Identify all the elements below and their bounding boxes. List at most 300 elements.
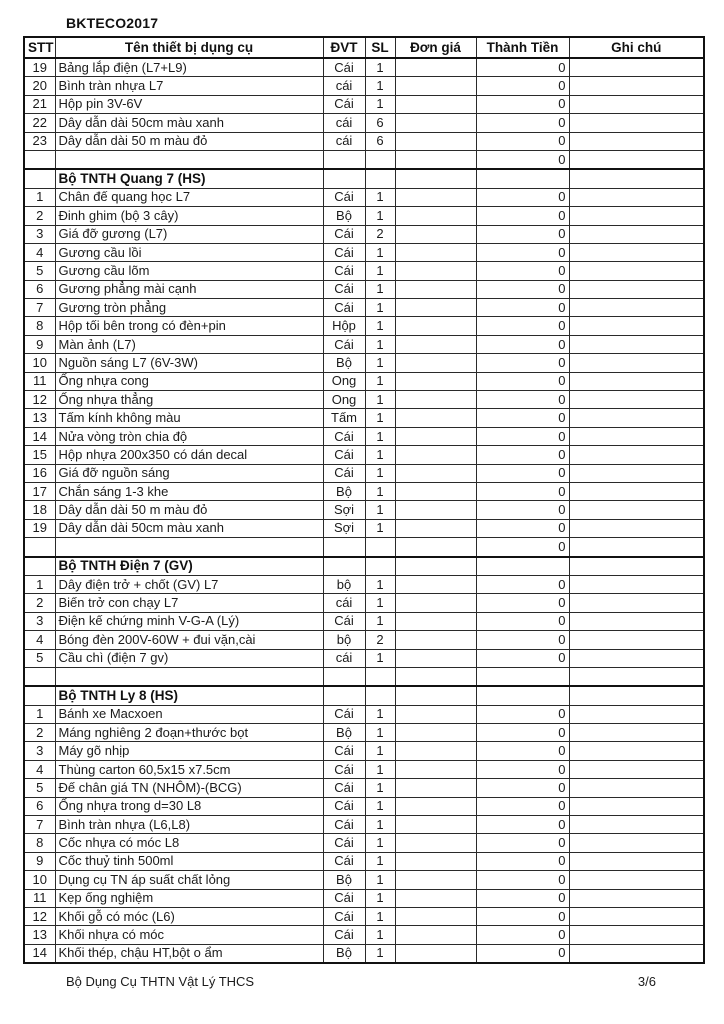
- section-row: [24, 686, 704, 705]
- cell-ghi_chu: [569, 409, 704, 427]
- cell-dvt: Sợi: [323, 501, 365, 519]
- cell-don_gia: [395, 169, 476, 188]
- cell-ghi_chu: [569, 779, 704, 797]
- cell-ghi_chu: [569, 95, 704, 113]
- cell-thanh_tien: 0: [476, 150, 569, 169]
- cell-thanh_tien: 0: [476, 907, 569, 925]
- cell-sl: 2: [365, 225, 395, 243]
- cell-dvt: Cái: [323, 243, 365, 261]
- cell-stt: [24, 150, 55, 169]
- cell-don_gia: [395, 225, 476, 243]
- cell-don_gia: [395, 944, 476, 963]
- cell-thanh_tien: [476, 557, 569, 576]
- cell-stt: 21: [24, 95, 55, 113]
- cell-ghi_chu: [569, 816, 704, 834]
- table-row: [24, 501, 704, 519]
- cell-don_gia: [395, 464, 476, 482]
- cell-sl: 1: [365, 335, 395, 353]
- table-row: [24, 262, 704, 280]
- cell-ghi_chu: [569, 207, 704, 225]
- cell-sl: 1: [365, 262, 395, 280]
- cell-thanh_tien: 0: [476, 852, 569, 870]
- cell-don_gia: [395, 150, 476, 169]
- cell-stt: 2: [24, 724, 55, 742]
- table-row: [24, 907, 704, 925]
- cell-name: Bánh xe Macxoen: [55, 705, 323, 723]
- cell-name: Gương tròn phẳng: [55, 299, 323, 317]
- cell-thanh_tien: 0: [476, 114, 569, 132]
- cell-sl: 1: [365, 852, 395, 870]
- cell-stt: [24, 169, 55, 188]
- cell-dvt: Cái: [323, 926, 365, 944]
- cell-sl: 6: [365, 114, 395, 132]
- table-row: [24, 779, 704, 797]
- cell-sl: 1: [365, 95, 395, 113]
- cell-dvt: Tấm: [323, 409, 365, 427]
- cell-name: Máng nghiêng 2 đoạn+thước bọt: [55, 724, 323, 742]
- section-row: [24, 557, 704, 576]
- cell-sl: [365, 557, 395, 576]
- cell-sl: 1: [365, 77, 395, 95]
- cell-thanh_tien: 0: [476, 538, 569, 557]
- cell-don_gia: [395, 188, 476, 206]
- cell-thanh_tien: 0: [476, 335, 569, 353]
- cell-sl: 1: [365, 871, 395, 889]
- cell-sl: 1: [365, 742, 395, 760]
- cell-thanh_tien: 0: [476, 464, 569, 482]
- cell-name: Bảng lắp điện (L7+L9): [55, 58, 323, 77]
- cell-thanh_tien: 0: [476, 354, 569, 372]
- cell-don_gia: [395, 77, 476, 95]
- cell-don_gia: [395, 280, 476, 298]
- cell-thanh_tien: 0: [476, 446, 569, 464]
- cell-thanh_tien: 0: [476, 797, 569, 815]
- cell-name: Ống nhựa thẳng: [55, 391, 323, 409]
- cell-stt: [24, 538, 55, 557]
- cell-stt: 22: [24, 114, 55, 132]
- cell-sl: 1: [365, 299, 395, 317]
- table-row: [24, 317, 704, 335]
- cell-stt: 3: [24, 612, 55, 630]
- cell-ghi_chu: [569, 391, 704, 409]
- cell-thanh_tien: 0: [476, 889, 569, 907]
- cell-ghi_chu: [569, 354, 704, 372]
- cell-name: Cốc nhựa có móc L8: [55, 834, 323, 852]
- cell-name: Khối nhựa có móc: [55, 926, 323, 944]
- cell-sl: 1: [365, 594, 395, 612]
- cell-stt: 10: [24, 871, 55, 889]
- cell-name: Khối gỗ có móc (L6): [55, 907, 323, 925]
- cell-dvt: Bộ: [323, 724, 365, 742]
- cell-sl: 1: [365, 816, 395, 834]
- cell-don_gia: [395, 243, 476, 261]
- table-row: [24, 816, 704, 834]
- cell-thanh_tien: 0: [476, 482, 569, 500]
- cell-dvt: Cái: [323, 58, 365, 77]
- cell-sl: 1: [365, 575, 395, 593]
- table-row: [24, 926, 704, 944]
- cell-dvt: Cái: [323, 889, 365, 907]
- cell-name: Nguồn sáng L7 (6V-3W): [55, 354, 323, 372]
- cell-dvt: bộ: [323, 631, 365, 649]
- cell-stt: 3: [24, 742, 55, 760]
- cell-ghi_chu: [569, 132, 704, 150]
- cell-ghi_chu: [569, 464, 704, 482]
- cell-stt: 18: [24, 501, 55, 519]
- cell-thanh_tien: [476, 169, 569, 188]
- cell-sl: 1: [365, 280, 395, 298]
- cell-sl: 1: [365, 446, 395, 464]
- cell-dvt: Cái: [323, 816, 365, 834]
- cell-dvt: Hộp: [323, 317, 365, 335]
- cell-dvt: cái: [323, 77, 365, 95]
- cell-thanh_tien: 0: [476, 705, 569, 723]
- cell-don_gia: [395, 354, 476, 372]
- cell-name: [55, 667, 323, 686]
- cell-dvt: Bộ: [323, 207, 365, 225]
- cell-stt: 5: [24, 779, 55, 797]
- cell-stt: [24, 557, 55, 576]
- cell-thanh_tien: 0: [476, 391, 569, 409]
- cell-ghi_chu: [569, 631, 704, 649]
- cell-name: Dụng cụ TN áp suất chất lỏng: [55, 871, 323, 889]
- cell-ghi_chu: [569, 262, 704, 280]
- cell-ghi_chu: [569, 77, 704, 95]
- cell-thanh_tien: 0: [476, 631, 569, 649]
- cell-stt: 1: [24, 188, 55, 206]
- cell-thanh_tien: 0: [476, 427, 569, 445]
- table-row: [24, 77, 704, 95]
- cell-thanh_tien: 0: [476, 760, 569, 778]
- cell-dvt: Ong: [323, 372, 365, 390]
- table-row: [24, 705, 704, 723]
- cell-dvt: Cái: [323, 464, 365, 482]
- column-header-name: Tên thiết bị dụng cụ: [55, 37, 323, 58]
- cell-dvt: [323, 538, 365, 557]
- cell-sl: 1: [365, 501, 395, 519]
- cell-don_gia: [395, 446, 476, 464]
- cell-don_gia: [395, 889, 476, 907]
- cell-stt: 20: [24, 77, 55, 95]
- cell-don_gia: [395, 686, 476, 705]
- page-footer: [66, 974, 656, 989]
- cell-sl: [365, 150, 395, 169]
- footer-page-number: 3/6: [637, 974, 656, 989]
- table-row: [24, 889, 704, 907]
- cell-don_gia: [395, 649, 476, 667]
- cell-stt: 23: [24, 132, 55, 150]
- cell-don_gia: [395, 95, 476, 113]
- blank-row: [24, 538, 704, 557]
- cell-stt: 8: [24, 834, 55, 852]
- cell-dvt: [323, 667, 365, 686]
- cell-sl: 1: [365, 482, 395, 500]
- cell-sl: 1: [365, 317, 395, 335]
- cell-dvt: Cái: [323, 907, 365, 925]
- cell-ghi_chu: [569, 760, 704, 778]
- cell-ghi_chu: [569, 317, 704, 335]
- cell-stt: 12: [24, 907, 55, 925]
- cell-stt: 16: [24, 464, 55, 482]
- cell-stt: 3: [24, 225, 55, 243]
- cell-dvt: Bộ: [323, 871, 365, 889]
- cell-ghi_chu: [569, 446, 704, 464]
- cell-sl: 1: [365, 649, 395, 667]
- cell-ghi_chu: [569, 834, 704, 852]
- cell-thanh_tien: 0: [476, 372, 569, 390]
- cell-thanh_tien: 0: [476, 207, 569, 225]
- cell-name: Ống nhựa trong d=30 L8: [55, 797, 323, 815]
- cell-name: Cầu chì (điện 7 gv): [55, 649, 323, 667]
- cell-ghi_chu: [569, 852, 704, 870]
- cell-name: Bóng đèn 200V-60W + đui vặn,cài: [55, 631, 323, 649]
- cell-stt: 4: [24, 631, 55, 649]
- cell-sl: 1: [365, 391, 395, 409]
- cell-stt: 17: [24, 482, 55, 500]
- cell-don_gia: [395, 760, 476, 778]
- cell-thanh_tien: 0: [476, 299, 569, 317]
- cell-name: Thùng carton 60,5x15 x7.5cm: [55, 760, 323, 778]
- table-row: [24, 464, 704, 482]
- cell-ghi_chu: [569, 372, 704, 390]
- cell-name: Đế chân giá TN (NHÔM)-(BCG): [55, 779, 323, 797]
- cell-thanh_tien: 0: [476, 77, 569, 95]
- cell-sl: 1: [365, 188, 395, 206]
- cell-don_gia: [395, 114, 476, 132]
- cell-sl: 1: [365, 464, 395, 482]
- cell-name: Giá đỡ gương (L7): [55, 225, 323, 243]
- cell-sl: 1: [365, 612, 395, 630]
- cell-stt: 2: [24, 207, 55, 225]
- cell-ghi_chu: [569, 926, 704, 944]
- table-row: [24, 427, 704, 445]
- cell-name: Bộ TNTH Quang 7 (HS): [55, 169, 323, 188]
- cell-thanh_tien: 0: [476, 816, 569, 834]
- cell-sl: 1: [365, 926, 395, 944]
- cell-thanh_tien: 0: [476, 594, 569, 612]
- cell-dvt: Cái: [323, 280, 365, 298]
- cell-don_gia: [395, 779, 476, 797]
- cell-dvt: cái: [323, 594, 365, 612]
- cell-dvt: cái: [323, 132, 365, 150]
- cell-name: Hộp pin 3V-6V: [55, 95, 323, 113]
- cell-sl: 1: [365, 519, 395, 537]
- cell-thanh_tien: [476, 667, 569, 686]
- cell-sl: 1: [365, 907, 395, 925]
- cell-stt: 15: [24, 446, 55, 464]
- cell-ghi_chu: [569, 705, 704, 723]
- cell-name: Hộp tối bên trong có đèn+pin: [55, 317, 323, 335]
- cell-sl: 1: [365, 944, 395, 963]
- cell-don_gia: [395, 724, 476, 742]
- cell-thanh_tien: 0: [476, 262, 569, 280]
- cell-don_gia: [395, 852, 476, 870]
- cell-dvt: Cái: [323, 760, 365, 778]
- cell-thanh_tien: 0: [476, 575, 569, 593]
- cell-dvt: Cái: [323, 612, 365, 630]
- cell-don_gia: [395, 335, 476, 353]
- cell-dvt: Cái: [323, 834, 365, 852]
- cell-don_gia: [395, 907, 476, 925]
- cell-name: Khối thép, chậu HT,bột o ẩm: [55, 944, 323, 963]
- cell-ghi_chu: [569, 667, 704, 686]
- cell-thanh_tien: 0: [476, 188, 569, 206]
- table-row: [24, 225, 704, 243]
- cell-dvt: Cái: [323, 188, 365, 206]
- cell-ghi_chu: [569, 871, 704, 889]
- cell-name: Ống nhựa cong: [55, 372, 323, 390]
- table-row: [24, 482, 704, 500]
- cell-dvt: Cái: [323, 705, 365, 723]
- column-header-ghi_chu: Ghi chú: [569, 37, 704, 58]
- table-row: [24, 280, 704, 298]
- cell-ghi_chu: [569, 649, 704, 667]
- cell-sl: 1: [365, 207, 395, 225]
- cell-name: Hộp nhựa 200x350 có dán decal: [55, 446, 323, 464]
- section-row: [24, 169, 704, 188]
- cell-don_gia: [395, 372, 476, 390]
- cell-name: Gương cầu lõm: [55, 262, 323, 280]
- table-row: [24, 446, 704, 464]
- cell-thanh_tien: 0: [476, 95, 569, 113]
- cell-name: Dây dẫn dài 50 m màu đỏ: [55, 132, 323, 150]
- cell-thanh_tien: 0: [476, 58, 569, 77]
- cell-ghi_chu: [569, 907, 704, 925]
- cell-sl: 2: [365, 631, 395, 649]
- cell-stt: 4: [24, 243, 55, 261]
- cell-thanh_tien: 0: [476, 649, 569, 667]
- column-header-sl: SL: [365, 37, 395, 58]
- cell-ghi_chu: [569, 889, 704, 907]
- cell-name: Máy gõ nhịp: [55, 742, 323, 760]
- cell-name: Gương cầu lồi: [55, 243, 323, 261]
- cell-stt: 6: [24, 280, 55, 298]
- cell-sl: 1: [365, 760, 395, 778]
- cell-stt: 5: [24, 262, 55, 280]
- cell-sl: 1: [365, 427, 395, 445]
- cell-dvt: bộ: [323, 575, 365, 593]
- cell-don_gia: [395, 667, 476, 686]
- cell-dvt: Cái: [323, 299, 365, 317]
- cell-ghi_chu: [569, 944, 704, 963]
- cell-stt: 4: [24, 760, 55, 778]
- cell-dvt: cái: [323, 114, 365, 132]
- table-row: [24, 114, 704, 132]
- cell-sl: 1: [365, 705, 395, 723]
- cell-ghi_chu: [569, 538, 704, 557]
- cell-dvt: [323, 150, 365, 169]
- cell-dvt: Ong: [323, 391, 365, 409]
- cell-stt: 11: [24, 889, 55, 907]
- cell-stt: 11: [24, 372, 55, 390]
- cell-don_gia: [395, 926, 476, 944]
- cell-ghi_chu: [569, 169, 704, 188]
- cell-name: [55, 150, 323, 169]
- cell-name: Dây dẫn dài 50 m màu đỏ: [55, 501, 323, 519]
- cell-thanh_tien: 0: [476, 280, 569, 298]
- cell-sl: 1: [365, 724, 395, 742]
- cell-dvt: Sợi: [323, 519, 365, 537]
- cell-dvt: Bộ: [323, 354, 365, 372]
- cell-dvt: Cái: [323, 779, 365, 797]
- cell-ghi_chu: [569, 427, 704, 445]
- cell-don_gia: [395, 317, 476, 335]
- column-header-stt: STT: [24, 37, 55, 58]
- cell-don_gia: [395, 797, 476, 815]
- cell-dvt: [323, 169, 365, 188]
- table-row: [24, 354, 704, 372]
- cell-name: Nửa vòng tròn chia độ: [55, 427, 323, 445]
- cell-dvt: cái: [323, 649, 365, 667]
- cell-don_gia: [395, 409, 476, 427]
- blank-row: [24, 150, 704, 169]
- cell-name: Biến trở con chạy L7: [55, 594, 323, 612]
- table-row: [24, 612, 704, 630]
- cell-thanh_tien: 0: [476, 132, 569, 150]
- cell-ghi_chu: [569, 501, 704, 519]
- cell-stt: 9: [24, 335, 55, 353]
- cell-dvt: Cái: [323, 95, 365, 113]
- cell-thanh_tien: 0: [476, 724, 569, 742]
- cell-name: Cốc thuỷ tinh 500ml: [55, 852, 323, 870]
- equipment-table: [23, 36, 705, 964]
- cell-don_gia: [395, 594, 476, 612]
- cell-stt: [24, 686, 55, 705]
- cell-dvt: Cái: [323, 797, 365, 815]
- cell-stt: 19: [24, 58, 55, 77]
- cell-thanh_tien: 0: [476, 409, 569, 427]
- cell-name: Giá đỡ nguồn sáng: [55, 464, 323, 482]
- cell-don_gia: [395, 207, 476, 225]
- cell-sl: 1: [365, 372, 395, 390]
- table-row: [24, 742, 704, 760]
- footer-document-name: Bộ Dụng Cụ THTN Vật Lý THCS: [66, 974, 255, 989]
- table-row: [24, 335, 704, 353]
- table-row: [24, 95, 704, 113]
- cell-don_gia: [395, 132, 476, 150]
- cell-stt: 14: [24, 944, 55, 963]
- cell-name: Gương phẳng mài cạnh: [55, 280, 323, 298]
- cell-stt: 8: [24, 317, 55, 335]
- cell-don_gia: [395, 557, 476, 576]
- cell-stt: 9: [24, 852, 55, 870]
- table-row: [24, 58, 704, 77]
- cell-don_gia: [395, 816, 476, 834]
- cell-stt: [24, 667, 55, 686]
- cell-ghi_chu: [569, 299, 704, 317]
- cell-dvt: Cái: [323, 446, 365, 464]
- table-row: [24, 207, 704, 225]
- cell-name: Dây dẫn dài 50cm màu xanh: [55, 519, 323, 537]
- cell-sl: [365, 667, 395, 686]
- cell-ghi_chu: [569, 188, 704, 206]
- cell-sl: 1: [365, 889, 395, 907]
- table-row: [24, 797, 704, 815]
- table-row: [24, 760, 704, 778]
- table-row: [24, 299, 704, 317]
- cell-name: Màn ảnh (L7): [55, 335, 323, 353]
- cell-thanh_tien: [476, 686, 569, 705]
- cell-name: Chắn sáng 1-3 khe: [55, 482, 323, 500]
- cell-thanh_tien: 0: [476, 519, 569, 537]
- cell-stt: 10: [24, 354, 55, 372]
- cell-sl: 6: [365, 132, 395, 150]
- cell-don_gia: [395, 482, 476, 500]
- cell-name: Điện kế chứng minh V-G-A (Lý): [55, 612, 323, 630]
- cell-name: Bình tràn nhựa L7: [55, 77, 323, 95]
- cell-sl: [365, 538, 395, 557]
- cell-sl: [365, 169, 395, 188]
